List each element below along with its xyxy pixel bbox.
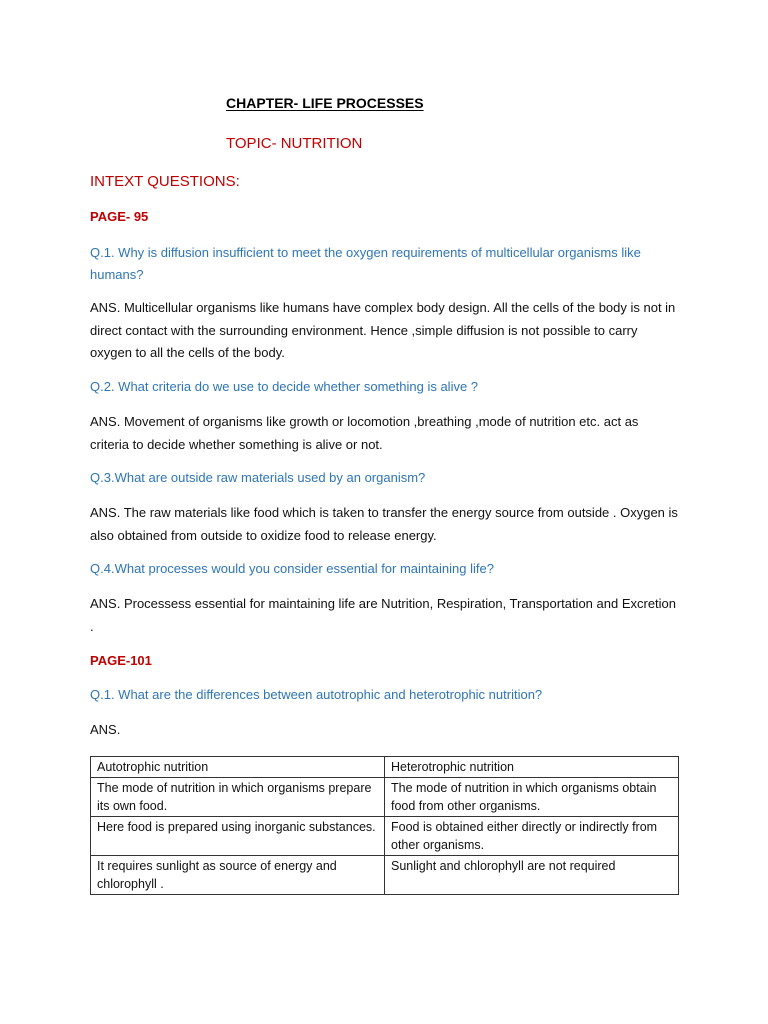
answer-5: ANS.	[90, 722, 121, 737]
answer-1: ANS. Multicellular organisms like humans have complex body design. All the cells of the body is not in direct contact with the surrounding environment. Hence ,simple diffusion is not possible to carry oxygen to all the cells of the body.	[90, 300, 676, 360]
table-row	[91, 817, 679, 856]
table-header-cell: Autotrophic nutrition	[91, 757, 385, 778]
section-heading: INTEXT QUESTIONS:	[90, 173, 240, 190]
table-cell: It requires sunlight as source of energy and chlorophyll .	[91, 856, 385, 895]
question-3: Q.3.What are outside raw materials used by an organism?	[90, 470, 426, 485]
table-row	[91, 856, 679, 895]
comparison-table	[90, 756, 679, 895]
question-2: Q.2. What criteria do we use to decide whether something is alive ?	[90, 379, 479, 394]
answer-2: ANS. Movement of organisms like growth or locomotion ,breathing ,mode of nutrition etc. act as criteria to decide whether something is alive or not.	[90, 414, 639, 452]
answer-3: ANS. The raw materials like food which is taken to transfer the energy source from outside . Oxygen is also obtained from outside to oxidize food to release energy.	[90, 505, 678, 543]
question-1: Q.1. Why is diffusion insufficient to meet the oxygen requirements of multicellular organisms like humans?	[90, 245, 641, 282]
table-header-cell: Heterotrophic nutrition	[385, 757, 679, 778]
table-cell: Here food is prepared using inorganic substances.	[91, 817, 385, 856]
table-cell: Food is obtained either directly or indirectly from other organisms.	[385, 817, 679, 856]
chapter-title: CHAPTER- LIFE PROCESSES	[226, 95, 424, 111]
table-cell: The mode of nutrition in which organisms obtain food from other organisms.	[385, 778, 679, 817]
question-5: Q.1. What are the differences between autotrophic and heterotrophic nutrition?	[90, 687, 543, 702]
table-cell: The mode of nutrition in which organisms prepare its own food.	[91, 778, 385, 817]
table-header-row	[91, 757, 679, 778]
question-4: Q.4.What processes would you consider essential for maintaining life?	[90, 561, 494, 576]
topic-title: TOPIC- NUTRITION	[226, 135, 363, 152]
table-row	[91, 778, 679, 817]
page-95-label: PAGE- 95	[90, 209, 149, 224]
answer-4: ANS. Processess essential for maintaining life are Nutrition, Respiration, Transportation and Excretion .	[90, 596, 677, 634]
table-cell: Sunlight and chlorophyll are not required	[385, 856, 679, 895]
page-101-label: PAGE-101	[90, 653, 152, 668]
